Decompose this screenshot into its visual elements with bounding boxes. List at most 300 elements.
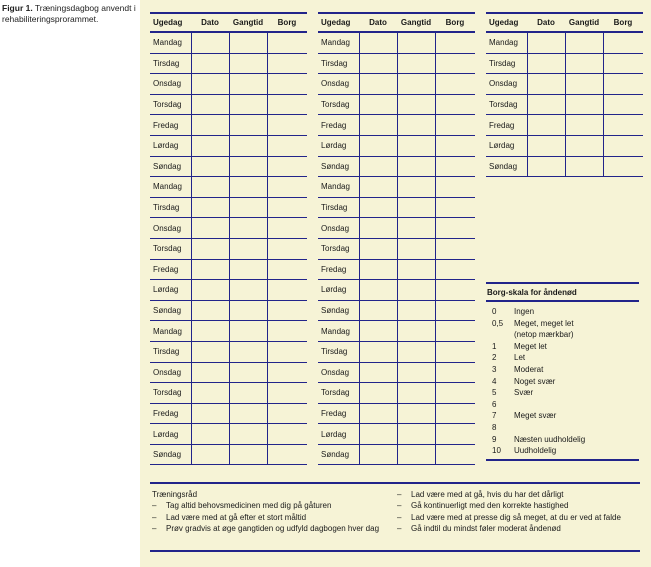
borg-description: Moderat [514,364,544,374]
borg-value: 5 [492,388,497,398]
borg-value: 10 [492,446,501,456]
walk-time-cell[interactable] [565,136,603,156]
walk-time-cell[interactable] [397,157,435,177]
date-cell[interactable] [359,445,397,465]
walk-time-cell[interactable] [229,445,267,465]
date-cell[interactable] [527,54,565,74]
tip-item [395,523,640,534]
tips-left [150,484,395,550]
weekday-cell: Onsdag [153,223,182,233]
walk-time-cell[interactable] [229,404,267,424]
date-cell[interactable] [191,157,229,177]
borg-cell[interactable] [603,54,643,74]
walk-time-cell[interactable] [229,280,267,300]
tip-item [150,512,395,523]
walk-time-cell[interactable] [229,383,267,403]
borg-cell[interactable] [267,74,307,94]
tip-text: Tag altid behovsmedicinen med dig på gåturen [166,501,332,511]
walk-time-cell[interactable] [397,239,435,259]
column-header: Dato [369,18,387,27]
weekday-cell: Søndag [153,161,182,171]
table-row [486,33,643,54]
date-cell[interactable] [359,280,397,300]
dash-bullet-icon: – [152,501,157,511]
weekday-cell: Lørdag [153,141,179,151]
walk-time-cell[interactable] [397,280,435,300]
table-row [318,260,475,281]
borg-item [486,352,639,364]
borg-cell[interactable] [435,321,475,341]
tip-text: Lad være med at presse dig så meget, at du er ved at falde [411,512,621,522]
tips-title: Træningsråd [152,490,198,499]
walk-time-cell[interactable] [397,198,435,218]
table-row [318,33,475,54]
walk-time-cell[interactable] [397,445,435,465]
borg-cell[interactable] [435,198,475,218]
date-cell[interactable] [191,95,229,115]
weekday-cell: Fredag [153,264,179,274]
date-cell[interactable] [191,136,229,156]
borg-description: Uudholdelig [514,446,557,456]
borg-cell[interactable] [435,445,475,465]
borg-cell[interactable] [267,404,307,424]
borg-description [512,422,639,434]
borg-cell[interactable] [603,33,643,53]
walk-time-cell[interactable] [397,95,435,115]
borg-value: 3 [492,364,497,374]
borg-item [486,376,639,388]
weekday-cell: Torsdag [153,388,182,398]
walk-time-cell[interactable] [397,136,435,156]
borg-cell[interactable] [267,198,307,218]
walk-time-cell[interactable] [397,33,435,53]
date-cell[interactable] [359,301,397,321]
borg-cell[interactable] [267,342,307,362]
date-cell[interactable] [191,321,229,341]
date-cell[interactable] [359,363,397,383]
weekday-cell: Tirsdag [153,203,180,213]
borg-cell[interactable] [435,363,475,383]
table-row [318,404,475,425]
walk-time-cell[interactable] [229,301,267,321]
date-cell[interactable] [191,115,229,135]
table-row [150,136,307,157]
borg-cell[interactable] [435,301,475,321]
tip-text: Prøv gradvis at øge gangtiden og udfyld dagbogen hver dag [166,523,380,533]
walk-time-cell[interactable] [229,260,267,280]
dash-bullet-icon: – [397,512,402,522]
table-row [318,424,475,445]
borg-cell[interactable] [435,54,475,74]
table-row [150,260,307,281]
date-cell[interactable] [527,33,565,53]
borg-value: 0 [492,307,497,316]
borg-cell[interactable] [267,33,307,53]
borg-value: 9 [492,434,497,444]
borg-item [486,341,639,353]
weekday-cell: Fredag [321,408,347,418]
walk-time-cell[interactable] [397,218,435,238]
weekday-cell: Lørdag [321,141,347,151]
borg-cell[interactable] [267,95,307,115]
walk-time-cell[interactable] [229,198,267,218]
date-cell[interactable] [191,424,229,444]
tip-text: Lad være med at gå efter et stort måltid [166,512,307,522]
weekday-cell: Tirsdag [321,58,348,68]
walk-time-cell[interactable] [565,95,603,115]
table-row [150,54,307,75]
walk-time-cell[interactable] [565,54,603,74]
borg-cell[interactable] [435,157,475,177]
borg-cell[interactable] [267,157,307,177]
date-cell[interactable] [191,198,229,218]
borg-cell[interactable] [435,218,475,238]
borg-item [486,318,639,330]
borg-cell[interactable] [267,260,307,280]
tips-right [395,484,640,550]
weekday-cell: Søndag [153,450,182,460]
borg-cell[interactable] [267,424,307,444]
walk-time-cell[interactable] [397,260,435,280]
borg-value: 1 [492,341,497,351]
borg-cell[interactable] [267,218,307,238]
walk-time-cell[interactable] [397,54,435,74]
weekday-cell: Lørdag [321,429,347,439]
date-cell[interactable] [359,74,397,94]
table-row [318,280,475,301]
borg-item [486,364,639,376]
table-row [150,239,307,260]
borg-cell[interactable] [603,136,643,156]
date-cell[interactable] [359,115,397,135]
borg-cell[interactable] [435,383,475,403]
dash-bullet-icon: – [397,490,402,499]
table-row [150,424,307,445]
table-row [486,95,643,116]
weekday-cell: Torsdag [321,244,350,254]
walk-time-cell[interactable] [397,177,435,197]
weekday-cell: Søndag [489,161,518,171]
walk-time-cell[interactable] [229,177,267,197]
borg-item [486,434,639,446]
table-row [150,177,307,198]
weekday-cell: Tirsdag [489,58,516,68]
walk-time-cell[interactable] [397,321,435,341]
date-cell[interactable] [527,157,565,177]
table-row [150,363,307,384]
table-row [150,95,307,116]
table-row [486,157,643,178]
borg-item [486,445,639,457]
walk-time-cell[interactable] [229,321,267,341]
figure-caption [2,3,138,25]
walk-time-cell[interactable] [397,363,435,383]
figure-caption-text: Træningsdagbog anvendt i rehabiliteringsprorammet. [2,3,136,24]
date-cell[interactable] [191,404,229,424]
dash-bullet-icon: – [152,512,157,522]
weekday-cell: Mandag [153,326,182,336]
borg-value: 8 [492,422,497,432]
weekday-cell: Lørdag [153,285,179,295]
table-header [318,12,475,33]
column-header: Borg [613,18,633,27]
walk-time-cell[interactable] [229,342,267,362]
borg-cell[interactable] [435,136,475,156]
table-row [318,177,475,198]
borg-cell[interactable] [435,342,475,362]
borg-cell[interactable] [267,239,307,259]
borg-cell[interactable] [267,445,307,465]
date-cell[interactable] [359,321,397,341]
table-row [150,321,307,342]
diary-table-1 [150,12,307,465]
borg-cell[interactable] [603,95,643,115]
weekday-cell: Mandag [321,38,350,48]
weekday-cell: Torsdag [321,388,350,398]
walk-time-cell[interactable] [229,115,267,135]
borg-description: Let [514,353,526,363]
weekday-cell: Søndag [321,450,350,460]
table-header [150,12,307,33]
borg-cell[interactable] [267,301,307,321]
date-cell[interactable] [527,136,565,156]
column-header: Borg [445,18,465,27]
borg-cell[interactable] [435,33,475,53]
walk-time-cell[interactable] [397,404,435,424]
date-cell[interactable] [359,404,397,424]
date-cell[interactable] [359,342,397,362]
figure-label: Figur 1. [2,3,33,13]
borg-item [486,306,639,318]
table-row [318,54,475,75]
weekday-cell: Fredag [153,120,179,130]
weekday-cell: Søndag [321,306,350,316]
table-row [318,321,475,342]
borg-cell[interactable] [267,280,307,300]
borg-description: Ingen [514,307,535,316]
date-cell[interactable] [359,33,397,53]
table-row [150,404,307,425]
borg-description: (netop mærkbar) [514,330,574,340]
walk-time-cell[interactable] [565,115,603,135]
column-header: Dato [537,18,555,27]
tip-item [150,500,395,511]
date-cell[interactable] [359,157,397,177]
table-row [318,363,475,384]
diary-table-3 [486,12,643,177]
borg-cell[interactable] [435,74,475,94]
borg-cell[interactable] [435,115,475,135]
walk-time-cell[interactable] [229,363,267,383]
table-row [486,74,643,95]
borg-description: Meget svær [514,411,557,421]
date-cell[interactable] [191,218,229,238]
date-cell[interactable] [191,342,229,362]
borg-cell[interactable] [435,260,475,280]
weekday-cell: Torsdag [153,100,182,110]
table-row [150,280,307,301]
borg-item [486,329,639,341]
borg-cell[interactable] [435,404,475,424]
walk-time-cell[interactable] [229,424,267,444]
weekday-cell: Tirsdag [153,58,180,68]
borg-cell[interactable] [435,280,475,300]
date-cell[interactable] [359,177,397,197]
column-header: Ugedag [489,18,519,27]
borg-value: 4 [492,376,497,386]
table-row [150,33,307,54]
borg-description: Næsten uudholdelig [514,434,586,444]
weekday-cell: Torsdag [153,244,182,254]
date-cell[interactable] [191,260,229,280]
table-row [150,198,307,219]
table-row [150,342,307,363]
date-cell[interactable] [191,74,229,94]
borg-list [486,302,639,461]
date-cell[interactable] [359,239,397,259]
weekday-cell: Søndag [321,161,350,171]
weekday-cell: Lørdag [153,429,179,439]
date-cell[interactable] [191,445,229,465]
borg-cell[interactable] [267,321,307,341]
borg-cell[interactable] [435,424,475,444]
weekday-cell: Onsdag [321,223,350,233]
table-header [486,12,643,33]
walk-time-cell[interactable] [397,383,435,403]
weekday-cell: Tirsdag [321,203,348,213]
column-header: Ugedag [153,18,183,27]
tip-text: Lad være med at gå, hvis du har det dårligt [411,490,564,499]
date-cell[interactable] [191,383,229,403]
borg-cell[interactable] [267,363,307,383]
walk-time-cell[interactable] [229,74,267,94]
date-cell[interactable] [191,280,229,300]
dash-bullet-icon: – [397,523,402,533]
borg-cell[interactable] [435,239,475,259]
date-cell[interactable] [191,239,229,259]
walk-time-cell[interactable] [397,342,435,362]
table-row [318,239,475,260]
table-row [150,218,307,239]
walk-time-cell[interactable] [229,54,267,74]
borg-item [486,399,639,411]
date-cell[interactable] [527,95,565,115]
borg-description: Meget let [514,341,547,351]
weekday-cell: Onsdag [153,367,182,377]
walk-time-cell[interactable] [397,301,435,321]
date-cell[interactable] [359,95,397,115]
walk-time-cell[interactable] [229,136,267,156]
date-cell[interactable] [191,363,229,383]
walk-time-cell[interactable] [397,424,435,444]
weekday-cell: Fredag [321,120,347,130]
table-row [150,383,307,404]
date-cell[interactable] [359,424,397,444]
borg-description: Meget, meget let [514,318,574,328]
date-cell[interactable] [359,198,397,218]
walk-time-cell[interactable] [565,74,603,94]
borg-cell[interactable] [267,115,307,135]
weekday-cell: Mandag [321,326,350,336]
table-row [318,95,475,116]
date-cell[interactable] [191,301,229,321]
walk-time-cell[interactable] [229,157,267,177]
table-row [150,157,307,178]
date-cell[interactable] [191,54,229,74]
walk-time-cell[interactable] [229,33,267,53]
walk-time-cell[interactable] [229,239,267,259]
borg-cell[interactable] [603,157,643,177]
table-row [318,74,475,95]
borg-cell[interactable] [603,74,643,94]
weekday-cell: Onsdag [489,79,518,89]
table-row [486,54,643,75]
borg-cell[interactable] [603,115,643,135]
date-cell[interactable] [359,136,397,156]
date-cell[interactable] [359,218,397,238]
table-row [150,301,307,322]
weekday-cell: Mandag [153,182,182,192]
borg-title: Borg-skala for åndenød [486,282,639,302]
tip-text: Gå kontinuerligt med den korrekte hastighed [411,501,569,511]
borg-description: Noget svær [514,376,556,386]
date-cell[interactable] [191,33,229,53]
weekday-cell: Fredag [153,408,179,418]
tip-text: Gå indtil du mindst føler moderat åndenød [411,523,561,533]
borg-cell[interactable] [267,54,307,74]
table-row [150,115,307,136]
table-row [318,445,475,466]
date-cell[interactable] [527,115,565,135]
tip-item [395,489,640,500]
table-row [150,445,307,466]
diary-table-2 [318,12,475,465]
weekday-cell: Tirsdag [153,347,180,357]
date-cell[interactable] [191,177,229,197]
date-cell[interactable] [527,74,565,94]
borg-cell[interactable] [435,177,475,197]
borg-cell[interactable] [267,383,307,403]
table-row [318,383,475,404]
tip-item [395,500,640,511]
table-row [150,74,307,95]
walk-time-cell[interactable] [397,115,435,135]
walk-time-cell[interactable] [229,218,267,238]
weekday-cell: Søndag [153,306,182,316]
borg-cell[interactable] [267,136,307,156]
borg-scale [486,282,639,461]
borg-value: 2 [492,353,497,363]
weekday-cell: Onsdag [153,79,182,89]
date-cell[interactable] [359,54,397,74]
table-row [318,198,475,219]
column-header: Gangtid [232,18,264,27]
column-header: Ugedag [321,18,351,27]
borg-value: 6 [492,399,497,409]
date-cell[interactable] [359,260,397,280]
borg-cell[interactable] [435,95,475,115]
borg-cell[interactable] [267,177,307,197]
borg-description [512,399,639,411]
table-row [318,342,475,363]
weekday-cell: Mandag [321,182,350,192]
walk-time-cell[interactable] [397,74,435,94]
date-cell[interactable] [359,383,397,403]
table-row [318,218,475,239]
walk-time-cell[interactable] [565,33,603,53]
walk-time-cell[interactable] [565,157,603,177]
walk-time-cell[interactable] [229,95,267,115]
